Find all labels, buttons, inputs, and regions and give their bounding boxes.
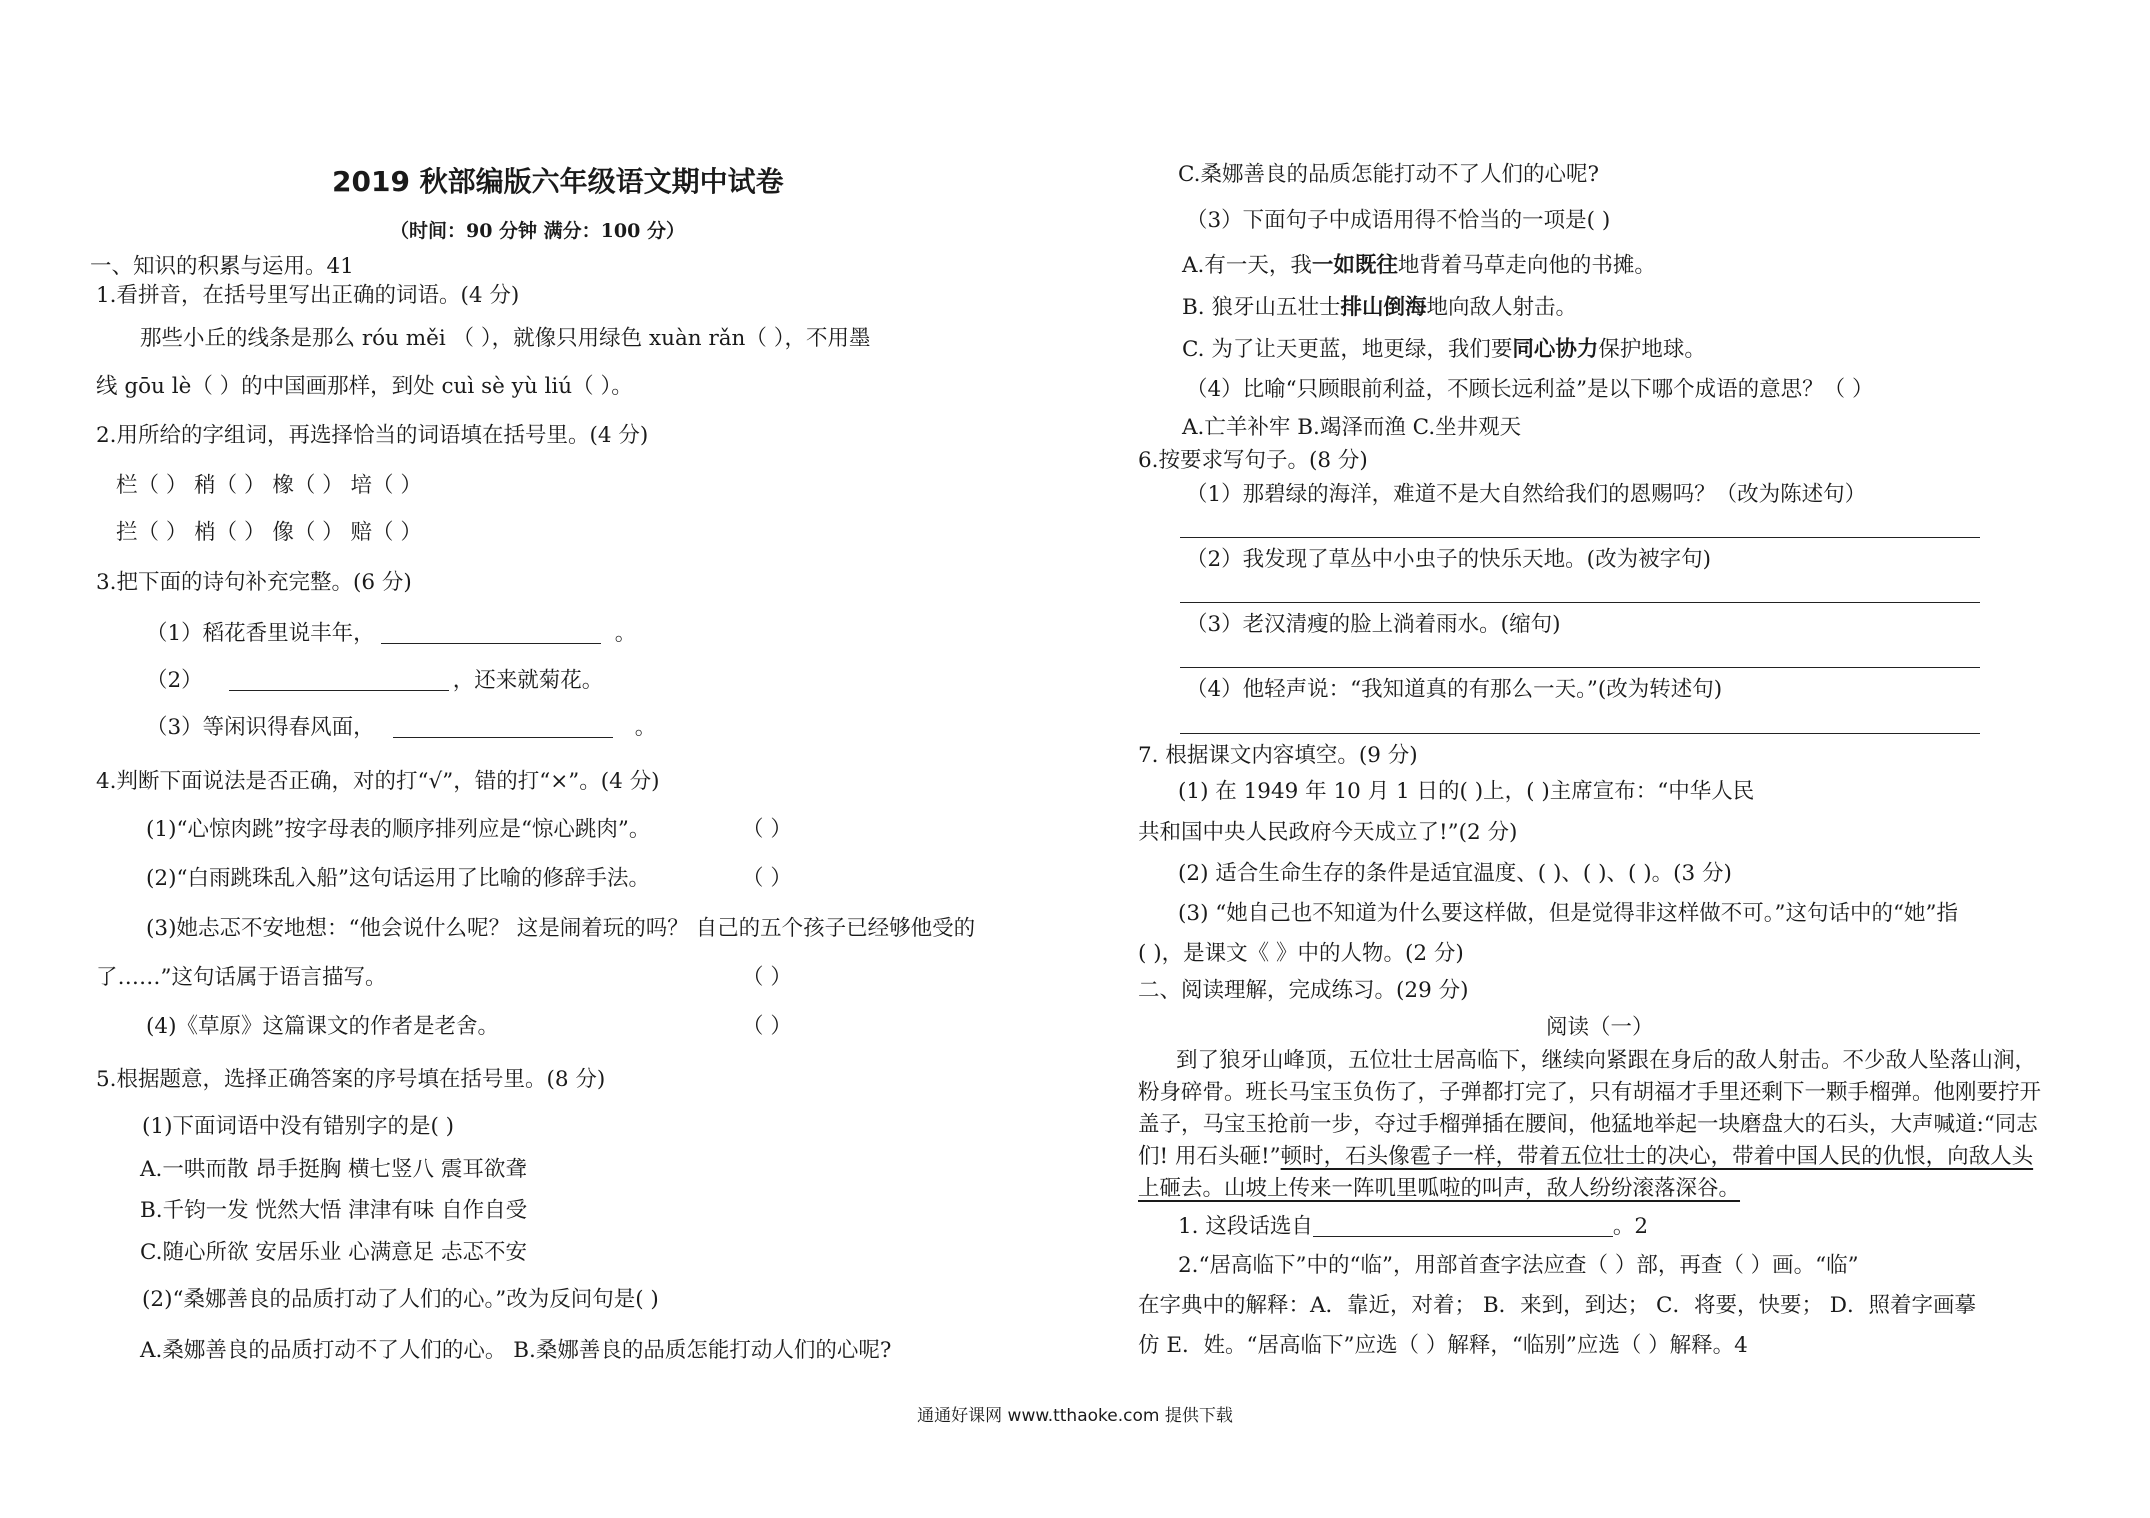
q5-sub-2-options: A.桑娜善良的品质打动不了人们的心。 B.桑娜善良的品质怎能打动人们的心呢? [140, 1338, 892, 1363]
page-title: 2019 秋部编版六年级语文期中试卷 [332, 165, 784, 198]
q4-item-4: (4)《草原》这篇课文的作者是老舍。 [146, 1014, 499, 1039]
q5-sub-4-options: A.亡羊补牢 B.竭泽而渔 C.坐井观天 [1182, 415, 1522, 440]
q5-sub-3-option-a [1182, 251, 1656, 281]
q3-item-1-text: （1）稻花香里说丰年， [146, 621, 375, 646]
reading-q2-line-1: 2.“居高临下”中的“临”，用部首查字法应查（ ）部，再查（ ）画。“临” [1178, 1253, 1859, 1278]
q3-item-3-text: （3）等闲识得春风面， [146, 715, 375, 740]
idiom-bold: 排山倒海 [1340, 295, 1427, 320]
reading-q1-end: 。2 [1612, 1214, 1649, 1239]
reading-q1-text: 1. 这段话选自 [1178, 1214, 1313, 1239]
answer-blank[interactable] [381, 622, 601, 644]
q3-item-3-end: 。 [634, 715, 657, 740]
q5-option-b: B.千钧一发 恍然大悟 津津有味 自作自受 [140, 1198, 528, 1223]
q3-item-2-text: （2） [146, 668, 203, 693]
q6-item-3: （3）老汉清瘦的脸上淌着雨水。(缩句) [1186, 612, 1561, 637]
reading-title: 阅读（一） [1546, 1015, 1654, 1040]
option-text: A.有一天，我 [1182, 253, 1312, 278]
section-2-heading: 二、阅读理解，完成练习。(29 分) [1138, 978, 1469, 1003]
q3-item-2 [146, 666, 603, 696]
q4-paren-3[interactable]: （ ） [742, 965, 792, 990]
exam-meta: （时间：90 分钟 满分：100 分） [390, 220, 685, 242]
answer-line[interactable] [1180, 602, 1980, 603]
q5-option-a: A.一哄而散 昂手挺胸 横七竖八 震耳欲聋 [140, 1157, 527, 1182]
answer-blank[interactable] [1313, 1215, 1613, 1237]
q7-item-1b: 共和国中央人民政府今天成立了!”(2 分) [1138, 820, 1518, 845]
section-1-heading: 一、知识的积累与运用。41 [90, 254, 354, 279]
q4-item-3b: 了……”这句话属于语言描写。 [96, 965, 387, 990]
q2-row-2: 拦（ ） 梢（ ） 像（ ） 赔（ ） [116, 520, 422, 545]
q7-item-3a: (3) “她自己也不知道为什么要这样做，但是觉得非这样做不可。”这句话中的“她”指 [1178, 901, 1959, 926]
q5-sub-3-option-c [1182, 335, 1706, 365]
q5-sub-1: (1)下面词语中没有错别字的是( ) [142, 1114, 455, 1139]
passage-line-3: 盖子，马宝玉抢前一步，夺过手榴弹插在腰间，他猛地举起一块磨盘大的石头，大声喊道:“同志 [1138, 1112, 2038, 1137]
q7-heading: 7. 根据课文内容填空。(9 分) [1138, 743, 1418, 768]
answer-line[interactable] [1180, 537, 1980, 538]
q4-paren-1[interactable]: （ ） [742, 817, 792, 842]
q1-heading: 1.看拼音，在括号里写出正确的词语。(4 分) [96, 283, 520, 308]
option-text: C. 为了让天更蓝，地更绿，我们要 [1182, 337, 1513, 362]
reading-q1 [1178, 1212, 1648, 1242]
q7-item-1a: (1) 在 1949 年 10 月 1 日的( )上，( )主席宣布：“中华人民 [1178, 779, 1755, 804]
passage-line-5: 上砸去。山坡上传来一阵叽里呱啦的叫声，敌人纷纷滚落深谷。 [1138, 1176, 1741, 1201]
option-text: 地背着马草走向他的书摊。 [1397, 253, 1656, 278]
q2-row-1: 栏（ ） 稍（ ） 橡（ ） 培（ ） [116, 473, 422, 498]
q2-heading: 2.用所给的字组词，再选择恰当的词语填在括号里。(4 分) [96, 423, 649, 448]
q4-item-3a: (3)她忐忑不安地想：“他会说什么呢？ 这是闹着玩的吗？ 自己的五个孩子已经够他受的 [146, 916, 976, 941]
q3-heading: 3.把下面的诗句补充完整。(6 分) [96, 570, 412, 595]
q5-heading: 5.根据题意，选择正确答案的序号填在括号里。(8 分) [96, 1067, 606, 1092]
q5-sub-4: （4）比喻“只顾眼前利益，不顾长远利益”是以下哪个成语的意思？（ ） [1186, 377, 1874, 402]
q5-option-c-cont: C.桑娜善良的品质怎能打动不了人们的心呢? [1178, 162, 1600, 187]
answer-line[interactable] [1180, 733, 1980, 734]
passage-text: 们! 用石头砸!” [1138, 1144, 1281, 1169]
page-footer: 通通好课网 www.tthaoke.com 提供下载 [917, 1406, 1233, 1426]
q7-item-3b: ( )，是课文《 》中的人物。(2 分) [1138, 941, 1464, 966]
q3-item-3 [146, 713, 656, 743]
reading-q2-line-3: 仿 E．姓。“居高临下”应选（ ）解释，“临别”应选（ ）解释。4 [1138, 1333, 1748, 1358]
q5-sub-3-option-b [1182, 293, 1577, 323]
q3-item-2-end: ，还来就菊花。 [452, 668, 604, 693]
idiom-bold: 同心协力 [1512, 337, 1599, 362]
q6-item-4: （4）他轻声说：“我知道真的有那么一天。”(改为转述句) [1186, 677, 1723, 702]
answer-blank[interactable] [229, 669, 449, 691]
underlined-sentence: 顿时，石头像雹子一样，带着五位壮士的决心，带着中国人民的仇恨，向敌人头 [1280, 1144, 2034, 1169]
q5-sub-3: （3）下面句子中成语用得不恰当的一项是( ) [1186, 208, 1611, 233]
q4-heading: 4.判断下面说法是否正确，对的打“√”，错的打“×”。(4 分) [96, 769, 660, 794]
q3-item-1-end: 。 [614, 621, 637, 646]
answer-blank[interactable] [393, 716, 613, 738]
q3-item-1 [146, 619, 636, 649]
q6-heading: 6.按要求写句子。(8 分) [1138, 448, 1368, 473]
q4-paren-2[interactable]: （ ） [742, 866, 792, 891]
q4-item-1: (1)“心惊肉跳”按字母表的顺序排列应是“惊心跳肉”。 [146, 817, 651, 842]
passage-line-4 [1138, 1142, 2033, 1172]
option-text: 保护地球。 [1598, 337, 1706, 362]
q7-item-2: (2) 适合生命生存的条件是适宜温度、( )、( )、( )。(3 分) [1178, 861, 1732, 886]
passage-line-2: 粉身碎骨。班长马宝玉负伤了，子弹都打完了，只有胡福才手里还剩下一颗手榴弹。他刚要拧开 [1138, 1080, 2042, 1105]
passage-line-1: 到了狼牙山峰顶，五位壮士居高临下，继续向紧跟在身后的敌人射击。不少敌人坠落山涧， [1176, 1048, 2037, 1073]
idiom-bold: 一如既往 [1311, 253, 1398, 278]
q4-paren-4[interactable]: （ ） [742, 1014, 792, 1039]
q6-item-2: （2）我发现了草丛中小虫子的快乐天地。(改为被字句) [1186, 547, 1711, 572]
answer-line[interactable] [1180, 667, 1980, 668]
q6-item-1: （1）那碧绿的海洋，难道不是大自然给我们的恩赐吗？（改为陈述句） [1186, 482, 1867, 507]
q4-item-2: (2)“白雨跳珠乱入船”这句话运用了比喻的修辞手法。 [146, 866, 650, 891]
q5-option-c: C.随心所欲 安居乐业 心满意足 忐忑不安 [140, 1240, 528, 1265]
option-text: B. 狼牙山五壮士 [1182, 295, 1341, 320]
q1-line-1: 那些小丘的线条是那么 róu měi （ ），就像只用绿色 xuàn rǎn（ ），不用墨 [140, 326, 871, 351]
option-text: 地向敌人射击。 [1426, 295, 1577, 320]
reading-q2-line-2: 在字典中的解释：A．靠近，对着； B．来到，到达； C．将要，快要； D．照着字画摹 [1138, 1293, 1977, 1318]
q1-line-2: 线 gōu lè（ ）的中国画那样，到处 cuì sè yù liú（ ）。 [96, 374, 633, 399]
q5-sub-2: (2)“桑娜善良的品质打动了人们的心。”改为反问句是( ) [142, 1287, 659, 1312]
